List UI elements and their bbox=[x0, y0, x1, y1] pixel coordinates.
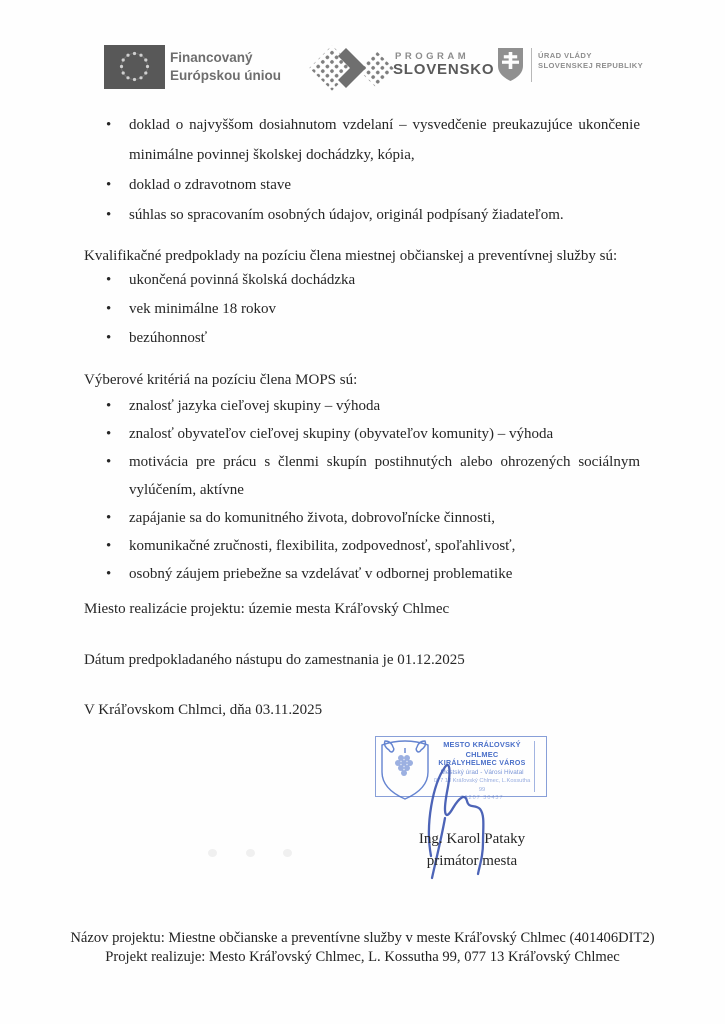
qualifications-list bbox=[84, 266, 640, 353]
gov-office-label-line1: ÚRAD VLÁDY bbox=[538, 51, 592, 60]
project-footer bbox=[0, 929, 725, 966]
bullet-icon: • bbox=[106, 538, 112, 554]
project-location: Miesto realizácie projektu: územie mesta Kráľovský Chlmec bbox=[84, 601, 450, 617]
list-item bbox=[84, 324, 640, 353]
eu-funding-label bbox=[170, 49, 281, 85]
bullet-icon: • bbox=[106, 330, 112, 346]
eu-flag-icon bbox=[104, 45, 165, 94]
project-implementer: Projekt realizuje: Mesto Kráľovský Chlmec, L. Kossutha 99, 077 13 Kráľovský Chlmec bbox=[105, 948, 620, 965]
stamp-line: MESTO KRÁĽOVSKÝ CHLMEC bbox=[443, 740, 521, 759]
list-item bbox=[84, 504, 640, 532]
gov-office-label bbox=[538, 51, 643, 70]
list-item-text: bezúhonnosť bbox=[129, 330, 208, 346]
bullet-icon: • bbox=[106, 207, 112, 223]
signatory-title: primátor mesta bbox=[426, 853, 518, 869]
qualifications-intro: Kvalifikačné predpoklady na pozíciu člena miestnej občianskej a preventívnej služby sú: bbox=[84, 248, 618, 264]
list-item-text: ukončená povinná školská dochádzka bbox=[129, 272, 356, 288]
required-documents-list bbox=[84, 110, 640, 230]
bullet-icon: • bbox=[106, 510, 112, 526]
list-item bbox=[84, 532, 640, 560]
list-item bbox=[84, 170, 640, 200]
list-item bbox=[84, 295, 640, 324]
start-date: Dátum predpokladaného nástupu do zamestnania je 01.12.2025 bbox=[84, 652, 465, 668]
criteria-intro: Výberové kritériá na pozíciu člena MOPS sú: bbox=[84, 372, 358, 388]
signatory-name: Ing. Karol Pataky bbox=[418, 831, 526, 847]
list-item bbox=[84, 420, 640, 448]
bullet-icon: • bbox=[106, 177, 112, 193]
list-item-text: znalosť jazyka cieľovej skupiny – výhoda bbox=[129, 398, 381, 414]
list-item bbox=[84, 110, 640, 170]
list-item-text: súhlas so spracovaním osobných údajov, originál podpísaný žiadateľom. bbox=[129, 207, 564, 223]
scan-smudge bbox=[283, 849, 292, 857]
list-item-text: doklad o najvyššom dosiahnutom vzdelaní – vysvedčenie preukazujúce ukončenie minimálne povinnej školskej dochádzky, kópia, bbox=[129, 117, 640, 163]
slovak-coat-of-arms-icon bbox=[497, 47, 524, 87]
scan-smudge bbox=[208, 849, 217, 857]
list-item bbox=[84, 266, 640, 295]
list-item bbox=[84, 560, 640, 588]
program-slovensko-icon bbox=[306, 42, 401, 99]
slovensko-label: SLOVENSKO bbox=[393, 61, 495, 78]
place-and-date: V Kráľovskom Chlmci, dňa 03.11.2025 bbox=[84, 702, 323, 718]
stamp-line: 76207 30437 bbox=[460, 795, 504, 801]
list-item bbox=[84, 392, 640, 420]
bullet-icon: • bbox=[106, 566, 112, 582]
bullet-icon: • bbox=[106, 117, 112, 133]
bullet-icon: • bbox=[106, 454, 112, 470]
project-name: Názov projektu: Miestne občianske a preventívne služby v meste Kráľovský Chlmec (401406DIT2) bbox=[70, 930, 655, 946]
list-item-text: komunikačné zručnosti, flexibilita, zodpovednosť, spoľahlivosť, bbox=[129, 538, 516, 554]
list-item bbox=[84, 200, 640, 230]
bullet-icon: • bbox=[106, 426, 112, 442]
list-item-text: znalosť obyvateľov cieľovej skupiny (obyvateľov komunity) – výhoda bbox=[129, 426, 554, 442]
logo-divider bbox=[531, 48, 532, 82]
program-label: PROGRAM bbox=[395, 51, 470, 62]
bullet-icon: • bbox=[106, 301, 112, 317]
list-item-text: doklad o zdravotnom stave bbox=[129, 177, 292, 193]
criteria-list bbox=[84, 392, 640, 588]
eu-funding-label-line2: Európskou úniou bbox=[170, 68, 281, 83]
list-item-text: zapájanie sa do komunitného života, dobrovoľnícke činnosti, bbox=[129, 510, 495, 526]
stamp-line: 077 13 Kráľovský Chlmec, L.Kossutha 99 bbox=[433, 778, 531, 793]
list-item-text: osobný záujem priebežne sa vzdelávať v odbornej problematike bbox=[129, 566, 513, 582]
bullet-icon: • bbox=[106, 272, 112, 288]
list-item bbox=[84, 448, 640, 504]
stamp-divider bbox=[534, 741, 535, 792]
bullet-icon: • bbox=[106, 398, 112, 414]
list-item-text: vek minimálne 18 rokov bbox=[129, 301, 277, 317]
list-item-text: motivácia pre prácu s členmi skupín postihnutých alebo ohrozených sociálnym vylúčením, aktívne bbox=[129, 454, 640, 498]
gov-office-label-line2: SLOVENSKEJ REPUBLIKY bbox=[538, 60, 644, 70]
scan-smudge bbox=[246, 849, 255, 857]
stamp-line: KIRÁLYHELMEC VÁROS bbox=[438, 760, 526, 767]
eu-funding-label-line1: Financovaný bbox=[170, 50, 253, 65]
stamp-line: Mestský úrad - Városi Hivatal bbox=[440, 769, 524, 776]
